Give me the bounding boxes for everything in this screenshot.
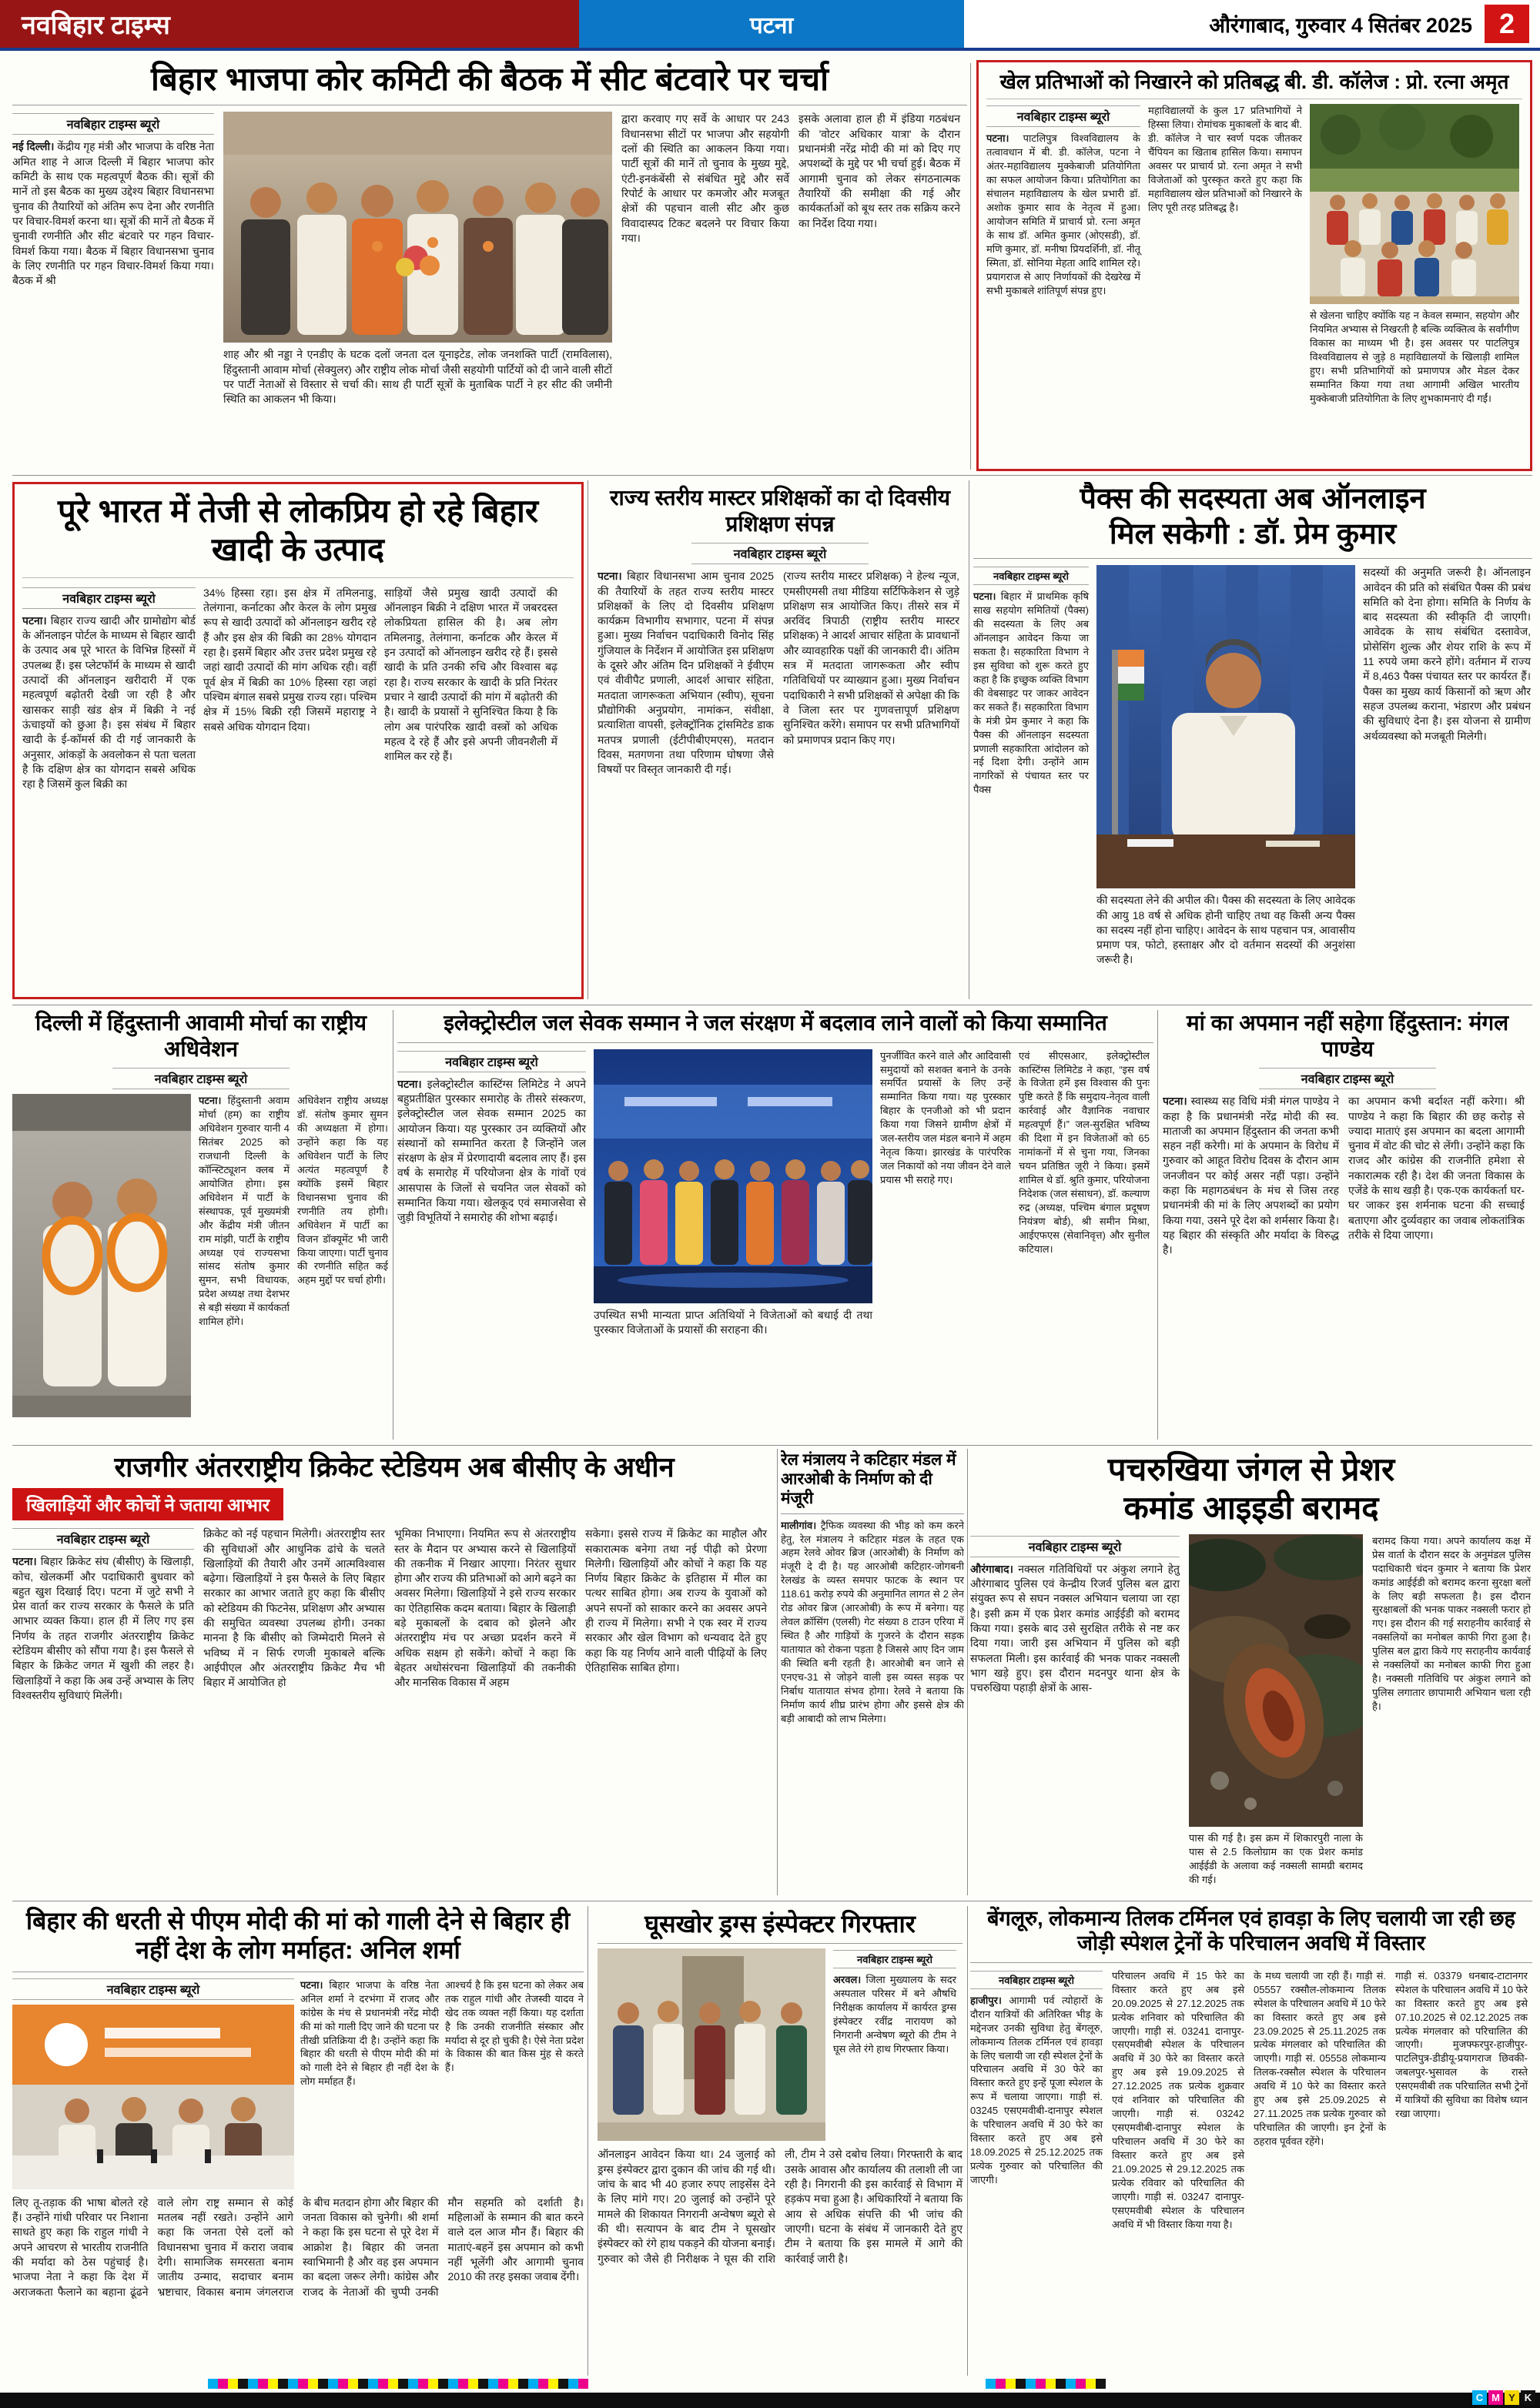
page-header [0,0,1540,51]
byline: नवबिहार टाइम्स ब्यूरो [973,567,1089,585]
cmyk-m: M [1488,2390,1503,2405]
article-column [585,1527,767,1703]
photo-column [1096,565,1355,968]
date-text: औरंगाबाद, गुरुवार 4 सितंबर 2025 [1209,13,1472,37]
body-text: जिला मुख्यालय के सदर अस्पताल परिसर में बने औषधि निरीक्षक कार्यालय में कार्यरत ड्रग्स इंस्पेक्टर रवींद्र नारायण को निगरानी अन्वेषण ब्यूरो की टीम ने घूस लेते रंगे हाथ गिरफ्तार किया। [833,1974,956,2055]
article-column [445,1978,584,2189]
body-text: बिहार में प्राथमिक कृषि साख सहयोग समितियों (पैक्स) की सदस्यता के लिए अब ऑनलाइन आवेदन किया जा सकता है। सहकारिता विभाग ने इस सुविधा को शुरू करते हुए कहा है कि इच्छुक व्यक्ति विभाग की वेबसाइट पर जाकर आवेदन कर सकते हैं। सहकारिता विभाग के मंत्री प्रेम कुमार ने कहा कि पैक्स की ऑनलाइन सदस्यता प्रणाली सहकारिता आंदोलन को नई दिशा देगी। उन्होंने आम नागरिकों से पंचायत स्तर पर पैक्स [973,590,1089,796]
byline: नवबिहार टाइम्स ब्यूरो [970,1536,1180,1557]
article-column [1363,565,1531,968]
divider [777,1449,778,1895]
date-bar [964,0,1540,48]
article-column [621,112,789,406]
article-headline [973,482,1532,552]
article-column [199,1094,290,1417]
article-railway-rob [781,1450,964,1897]
body-text: स्वास्थ्य सह विधि मंत्री मंगल पाण्डेय ने कहा है कि प्रधानमंत्री नरेंद्र मोदी की स्व. माताजी का अपमान हिंदुस्तान की जनता कभी सहन नहीं करेगी। मां के अपमान के विरोध में गुरुवार को आहूत विरोध दिवस के दौरान आम जनजीवन पर कोई असर नहीं पड़ा। उन्होंने कहा कि महागठबंधन के मंच से जिस तरह प्रधानमंत्री की मां के लिए अपशब्दों का प्रयोग किया गया, उसने पूरे देश को शर्मसार किया है। यह बिहार की संस्कृति और मर्यादा के विरुद्ध है। [1163,1095,1339,1256]
article-ham-convention [12,1010,390,1441]
body-text: की सदस्यता लेने की अपील की। पैक्स की सदस्यता के लिए आवेदक की आयु 18 वर्ष से अधिक होनी चाहिए तथा वह किसी अन्य पैक्स का सदस्य नहीं होना चाहिए। आवेदन के साथ पहचान पत्र, आवासीय प्रमाण पत्र, फोटो, हस्ताक्षर और दो वर्तमान सदस्यों की अनुशंसा जरूरी है। [1096,894,1355,966]
body-text: शाह और श्री नड्डा ने एनडीए के घटक दलों जनता दल यूनाइटेड, लोक जनशक्ति पार्टी (रामविलास), हिंदुस्तानी आवाम मोर्चा (सेक्युलर) और राष्ट्रीय लोक मोर्चा जैसी सहयोगी पार्टियों को दी जाने वाली सीटों पर पार्टी नेताओं से विस्तार से चर्चा की। साथ ही पार्टी सूत्रों के मुताबिक पार्टी ने हर सीट की जमीनी स्थिति का आकलन भी किया। [223,348,612,406]
divider [12,475,1532,476]
dateline: औरंगाबाद। [970,1562,1013,1575]
edition-badge [579,0,964,48]
article-column [598,569,774,777]
body-text: लिए तू-तड़ाक की भाषा बोलते रहे हैं। उन्होंने गांधी परिवार पर निशाना साधते हुए कहा कि राहुल गांधी ने अपने आचरण से भारतीय राजनीति की मर्यादा को ठेस पहुंचाई है। भाजपा नेता ने कहा कि देश में अराजकता फैलाने का बहाना ढूंढने वाले लोग राष्ट्र सम्मान से कोई मतलब नहीं रखते। उन्होंने आगे कहा कि जनता ऐसे दलों को विधानसभा चुनाव में करारा जवाब देगी। सामाजिक समरसता बनाम जातीय उन्माद, सदाचार बनाम भ्रष्टाचार, विकास बनाम जंगलराज के बीच मतदान होगा और बिहार की जनता विकास को चुनेगी। श्री शर्मा ने कहा कि इस घटना से पूरे देश में आक्रोश है। बिहार की जनता स्वाभिमानी है और वह इस अपमान का बदला जरूर लेगी। कांग्रेस और राजद के नेताओं की चुप्पी उनकी मौन सहमति को दर्शाती है। महिलाओं के सम्मान की बात करने वाले दल आज मौन हैं। बिहार की माताएं-बहनें इस अपमान को कभी नहीं भूलेंगी और आगामी चुनाव 2010 की तरह इसका जवाब देंगी। [12,2196,584,2298]
article-column [300,1978,439,2189]
article-column [384,586,557,792]
divider [967,1906,968,2376]
article-master-trainers [594,482,966,999]
electrosteel-stage-photo [594,1049,872,1303]
headline-line1: पचरुखिया जंगल से प्रेशर [1107,1451,1395,1487]
article-column [12,1527,194,1703]
divider [12,1445,1532,1446]
dateline: नई दिल्ली। [12,140,55,153]
article-drugs-inspector [594,1906,966,2377]
byline: नवबिहार टाइम्स ब्यूरो [112,1068,290,1089]
article-column [203,1527,385,1703]
article-khadi [12,482,584,999]
boxing-competition-photo [1310,104,1519,304]
article-column [1372,1534,1531,1887]
article-subheadline: खिलाड़ियों और कोचों ने जताया आभार [12,1488,283,1520]
article-headline: खेल प्रतिभाओं को निखारने को प्रतिबद्ध बी. डी. कॉलेज : प्रो. रत्ना अमृत [999,70,1509,93]
body-text: (राज्य स्तरीय मास्टर प्रशिक्षक) ने हेल्थ न्यूज, एमसीएमसी तथा मीडिया सर्टिफिकेशन से जुड़े प्रशिक्षण सत्र आयोजित किए। तीसरे सत्र में अरविंद त्रिपाठी (राष्ट्रीय स्तरीय मास्टर प्रशिक्षक) ने आदर्श आचार संहिता के प्रावधानों और व्यावहारिक पक्षों की जानकारी दी। अंतिम सत्र में मतदाता जागरूकता और स्वीप गतिविधियों पर व्याख्यान हुआ। मुख्य निर्वाचन पदाधिकारी ने सभी प्रशिक्षकों से अपेक्षा की कि वे जिला स्तर पर गुणवत्तापूर्ण प्रशिक्षण सुनिश्चित करेंगे। समापन पर सभी प्रतिभागियों को प्रमाणपत्र प्रदान किए गए। [783,570,959,746]
article-column [12,112,214,406]
dateline: अरवल। [833,1974,862,1986]
article-column [1395,1969,1528,2232]
dateline: पटना। [12,1555,37,1568]
body-text: आगामी पर्व त्योहारों के दौरान यात्रियों की अतिरिक्त भीड़ के मद्देनजर उनकी सुविधा हेतु बेंगलूरु, लोकमान्य तिलक टर्मिनल एवं हावड़ा के लिए चलायी जा रही स्पेशल ट्रेनों के परिचालन अवधि में 30 फेरे का विस्तार करते हुए इन्हें पूजा स्पेशल के रूप में चलाया जाएगा। गाड़ी सं. 03245 एसएमवीबी-दानापुर स्पेशल के परिचालन अवधि में 30 फेरे का विस्तार करते हुए अब इसे 18.09.2025 से 25.12.2025 तक प्रत्येक गुरुवार को परिचालित की जाएगी। [970,1994,1103,2186]
body-text: क्रिकेट को नई पहचान मिलेगी। अंतरराष्ट्रीय स्तर की सुविधाओं और आधुनिक ढांचे के चलते खिलाड़ियों की तैयारी और उनमें आत्मविश्वास बढ़ेगा। खिलाड़ियों ने इस फैसले के लिए बिहार सरकार का आभार जताते हुए कहा कि बीसीए को स्टेडियम की फिटनेस, प्रशिक्षण और अभ्यास की समुचित व्यवस्था उपलब्ध होगी। उनका मानना है कि बीसीए को जिम्मेदारी मिलने से भविष्य में न सिर्फ रणजी मुकाबले बल्कि आईपीएल और अंतरराष्ट्रीय क्रिकेट मैच भी बिहार में आयोजित हो [203,1527,385,1689]
body-text: पुनर्जीवित करने वाले और आदिवासी समुदायों को सशक्त बनाने के उनके समर्पित प्रयासों के लिए उन्हें सम्मानित किया गया। यह पुरस्कार बिहार के एनजीओ को भी प्रदान किया गया जिसने ग्रामीण क्षेत्रों में जल-स्तरीय जल मंडल बनाने में अहम नेतृत्व किया। झारखंड के पारंपरिक जल निकायों को नया जीवन देने वाले प्रयास भी सराहे गए। [880,1049,1011,1186]
body-text: हिंदुस्तानी अवाम मोर्चा (हम) का राष्ट्रीय अधिवेशन गुरुवार यानी 4 सितंबर 2025 को राजधानी दिल्ली के कॉन्स्टिट्यूशन क्लब में आयोजित होगा। इस अधिवेशन में पार्टी के संस्थापक, पूर्व मुख्यमंत्री और केंद्रीय मंत्री जीतन राम मांझी, पार्टी के राष्ट्रीय अध्यक्ष एवं राज्यसभा सांसद संतोष कुमार सुमन, सभी विधायक, प्रदेश अध्यक्ष तथा देशभर से बड़ी संख्या में कार्यकर्ता शामिल होंगे। [199,1095,290,1328]
body-text: बिहार राज्य खादी और ग्रामोद्योग बोर्ड के ऑनलाइन पोर्टल के माध्यम से बिहार खादी के उत्पाद अब पूरे भारत के विभिन्न हिस्सों में उपलब्ध हैं। इस प्लेटफॉर्म के माध्यम से खादी उत्पादों की ऑनलाइन खरीदारी में एक महत्वपूर्ण बढ़ोतरी देखी जा रही है और खासकर साड़ी खंड क्षेत्र में बिक्री ने नई ऊंचाइयों को छुआ है। इस संबंध में बिहार खादी के ई-कॉमर्स की दी गई जानकारी के अनुसार, आंकड़ों के अवलोकन से पता चलता है कि दक्षिण क्षेत्र का योगदान सबसे अधिक रहा है जिसमें कुल बिक्री का [22,614,196,791]
body-text: 34% हिस्सा रहा। इस क्षेत्र में तमिलनाडु, तेलंगाना, कर्नाटका और केरल के लोग प्रमुख रूप से खादी उत्पादों को ऑनलाइन खरीद रहे हैं और इस क्षेत्र की बिक्री का 28% योगदान रहा है। इसमें बिहार और उत्तर प्रदेश प्रमुख रहे जहां खादी उत्पादों की मांग अधिक रही। वहीं पूर्व क्षेत्र में बिक्री का 10% हिस्सा रहा जहां पश्चिम बंगाल सबसे प्रमुख राज्य रहा। पश्चिम क्षेत्र में 15% बिक्री रही जिसमें महाराष्ट्र ने सबसे अधिक योगदान दिया। [203,586,377,733]
edition-name: पटना [749,12,794,38]
byline: नवबिहार टाइम्स ब्यूरो [12,113,214,135]
divider [973,558,1532,559]
body-text: परिचालन अवधि में 15 फेरे का विस्तार करते हुए अब इसे 20.09.2025 से 27.12.2025 तक प्रत्येक शनिवार को परिचालित की जाएगी। गाड़ी सं. 03241 दानापुर-एसएमवीबी स्पेशल के परिचालन अवधि में 30 फेरे का विस्तार करते हुए अब इसे 19.09.2025 से 27.12.2025 तक प्रत्येक शुक्रवार एवं शनिवार को परिचालित की जाएगी। गाड़ी सं. 03242 एसएमवीबी-दानापुर स्पेशल के परिचालन अवधि में 30 फेरे का विस्तार करते हुए अब इसे 21.09.2025 से 29.12.2025 तक प्रत्येक रविवार को परिचालित की जाएगी। गाड़ी सं. 03247 दानापुर-एसएमवीबी स्पेशल के परिचालन अवधि में भी विस्तार किया गया है। [1112,1969,1244,2230]
divider [967,1449,968,1895]
dateline: मालीगांव। [781,1519,817,1531]
article-headline: बिहार भाजपा कोर कमिटी की बैठक में सीट बंटवारे पर चर्चा [151,61,829,97]
byline: नवबिहार टाइम्स ब्यूरो [833,1950,956,1968]
photo-column [12,1978,294,2189]
headline-line2: कमांड आइइडी बरामद [1123,1490,1379,1527]
article-column [397,1049,586,1338]
divider [970,1962,1532,1963]
divider [781,1513,964,1514]
body-text: का अपमान कभी बर्दाश्त नहीं करेगा। श्री पाण्डेय ने कहा कि बिहार की छह करोड़ से ज्यादा माताएं इस अपमान का बदला आगामी चुनाव में वोट की चोट से लेंगी। उन्होंने कहा कि राजद और कांग्रेस की राजनीति हमेशा से नकारात्मक रही है। देश की जनता विकास के एजेंडे के साथ खड़ी है। एक-एक कार्यकर्ता घर-घर जाकर इस शर्मनाक घटना की सच्चाई बताएगा और दुर्व्यवहार का जवाब लोकतांत्रिक तरीके से दिया जाएगा। [1348,1095,1525,1241]
byline: नवबिहार टाइम्स ब्यूरो [970,1971,1103,1989]
article-headline [970,1450,1532,1528]
article-pacs-membership [973,482,1532,999]
dateline: पटना। [1163,1095,1187,1108]
divider [970,63,971,470]
photo-column [223,112,612,406]
registration-marks [986,2379,1106,2389]
divider [397,1042,1153,1043]
article-headline: रेल मंत्रालय ने कटिहार मंडल में आरओबी के निर्माण को दी मंजूरी [781,1451,956,1508]
body-text: बिहार क्रिकेट संघ (बीसीए) के खिलाड़ी, कोच, खेलकर्मी और पदाधिकारी बुधवार को बहुत खुश दिखाई दिए। पटना में जुटे सभी ने प्रेस वार्ता कर राज्य सरकार के फैसले के प्रति आभार व्यक्त किया। हाल ही में लिए गए इस निर्णय के तहत राजगीर अंतरराष्ट्रीय क्रिकेट स्टेडियम बीसीए को सौंपा गया है। इस फैसले से बिहार के क्रिकेट जगत में खुशी की लहर है। खिलाड़ियों ने कहा कि अब उन्हें अभ्यास के लिए विश्वस्तरीय सुविधाएं मिलेंगी। [12,1555,195,1701]
article-column [783,569,959,777]
cmyk-c: C [1472,2390,1487,2405]
body-text: एवं सीएसआर, इलेक्ट्रोस्टील कास्टिंग्स लिमिटेड ने कहा, “इस वर्ष के विजेता हमें इस विश्वास की पुनः पुष्टि करते हैं कि समुदाय-नेतृत्व वाली कार्रवाई और वैज्ञानिक नवाचार महत्वपूर्ण हैं।” जल-सुरक्षित भविष्य की दिशा में इन विजेताओं को 65 नामांकनों में से चुना गया, जिनका चयन प्रतिष्ठित जूरी ने किया। इसमें शामिल थे डॉ. श्रुति कुमार, परियोजना निदेशक (जल संसाधन), डॉ. कल्याण रुद्र (अध्यक्ष, पश्चिम बंगाल प्रदूषण नियंत्रण बोर्ड), श्री समीन मिश्रा, आईएफएस (सेवानिवृत्त) और सुनील कटियाल। [1019,1049,1150,1255]
byline: नवबिहार टाइम्स ब्यूरो [986,105,1140,127]
body-text: सदस्यों की अनुमति जरूरी है। ऑनलाइन आवेदन की प्रति को संबंधित पैक्स की प्रबंध समिति को देना होगा। समिति के निर्णय के बाद सदस्यता की स्वीकृति दी जाएगी। आवेदक के साथ संबंधित दस्तावेज, प्रोसेसिंग शुल्क और शेयर राशि के रूप में 11 रुपये जमा करने होंगे। वर्तमान में राज्य में 8,463 पैक्स पंचायत स्तर पर कार्यरत हैं। पैक्स का मुख्य कार्य किसानों को ऋण और सहज उपलब्ध कराना, भंडारण और प्रबंधन की सुविधाएं देना है। इस योजना से ग्रामीण अर्थव्यवस्था को मजबूती मिलेगी। [1363,566,1531,742]
article-electrosteel-award [397,1010,1153,1441]
body-text: भूमिका निभाएगा। नियमित रूप से अंतरराष्ट्रीय स्तर के मैदान पर अभ्यास करने से खिलाड़ियों की तकनीक में निखार आएगा। निरंतर सुधार होगा और राज्य की प्रतिभाओं को आगे बढ़ने का अवसर मिलेगा। खिलाड़ियों ने इसे राज्य सरकार का ऐतिहासिक कदम बताया। बिहार के खिलाड़ी बड़े मुकाबलों के दबाव को झेलने और अंतरराष्ट्रीय मंच पर अच्छा प्रदर्शन करने में अधिक सक्षम हो सकेंगे। कोचों ने कहा कि बेहतर अधोसंरचना खिलाड़ियों की तकनीकी और मानसिक विकास में अहम [394,1527,576,1689]
byline: नवबिहार टाइम्स ब्यूरो [397,1051,586,1072]
prem-kumar-photo [1096,565,1355,888]
dateline: पटना। [986,132,1009,145]
headline-line2: मिल सकेगी : डॉ. प्रेम कुमार [1109,517,1397,550]
body-text: गाड़ी सं. 03379 धनबाद-टाटानगर स्पेशल के परिचालन अवधि में 10 फेरे का विस्तार करते हुए अब इसे 07.10.2025 से 02.12.2025 तक प्रत्येक मंगलवार को परिचालित की जाएगी। मुजफ्फरपुर-हाजीपुर-पाटलिपुत्र-डीडीयू-प्रयागराज छिवकी-जबलपुर-भुसावल के रास्ते एसएमवीबी तक परिचालित सभी ट्रेनों में यात्रियों की सुविधा का विशेष ध्यान रखा जाएगा। [1395,1969,1528,2120]
photo-column [598,1948,825,2141]
cmyk-k: K [1521,2390,1535,2405]
body-text: बरामद किया गया। अपने कार्यालय कक्ष में प्रेस वार्ता के दौरान सदर के अनुमंडल पुलिस पदाधिकारी चंदन कुमार ने बताया कि प्रेशर कमांड आईईडी को बरामद करना सुरक्षा बलों के लिए बड़ी सफलता है। इस दौरान सुरक्षाबलों की भनक पाकर नक्सली फरार हो गए। इस दौरान की गई सराहनीय कार्रवाई से नक्सलियों का मनोबल काफी गिरा हुआ है। पुलिस बल द्वारा किये गए सराहनीय कार्यवाई से नक्सलियों का मनोबल काफी गिरा हुआ है। नक्सली गतिविधि पर अंकुश लगाने को पुलिस लगातार छापामारी अभियान चला रही है। [1372,1534,1531,1713]
article-column [798,112,960,406]
photo-column [12,1094,191,1417]
article-column [394,1527,576,1703]
body-text: पास की गई है। इस क्रम में शिकारपुरी नाला के पास से 2.5 किलोग्राम का एक प्रेशर कमांड आईईडी के अलावा कई नक्सली सामग्री बरामद की गई। [1189,1831,1363,1885]
body-text: साड़ियों जैसे प्रमुख खादी उत्पादों की ऑनलाइन बिक्री ने दक्षिण भारत में जबरदस्त लोकप्रियता हासिल की है। अब लोग तमिलनाडु, तेलंगाना, कर्नाटक और केरल में इन उत्पादों को ऑनलाइन खरीद रहे हैं। इससे खादी के प्रति उनकी रुचि और विश्वास बढ़ रहा है। राज्य सरकार के खादी के प्रति निरंतर प्रचार ने खादी उत्पादों की मांग में बढ़ोतरी की है। खादी के प्रयासों ने सुनिश्चित किया है कि लोग अब पारंपरिक खादी वस्त्रों को अधिक महत्व दे रहे हैं और इसे अपनी जीवनशैली में शामिल कर रहे हैं। [384,586,557,763]
body-text: आश्चर्य है कि इस घटना को लेकर अब तक राहुल गांधी और तेजस्वी यादव ने खेद तक व्यक्त नहीं किया। यह दर्शाता है कि उनकी राजनीति संस्कार और मर्यादा से दूर हो चुकी है। ऐसे नेता प्रदेश के विकास की बात किस मुंह से करते हैं। [445,1978,584,2074]
article-column [880,1049,1011,1338]
article-headline: बेंगलूरु, लोकमान्य तिलक टर्मिनल एवं हावड़ा के लिए चलायी जा रही छह जोड़ी स्पेशल ट्रेनों के परिचालन अवधि में विस्तार [987,1907,1515,1955]
ied-site-photo [1189,1534,1363,1827]
arrest-photo [598,1948,825,2141]
body-text: अधिवेशन राष्ट्रीय अध्यक्ष डॉ. संतोष कुमार सुमन की अध्यक्षता में होगा। उन्होंने कहा कि यह अधिवेशन पार्टी के लिए अत्यंत महत्वपूर्ण है क्योंकि इसमें बिहार विधानसभा चुनाव की रणनीति तय होगी। अधिवेशन में पार्टी का विजन डॉक्यूमेंट भी जारी किया जाएगा। पार्टी चुनाव की रणनीति सहित कई अहम मुद्दों पर चर्चा होगी। [297,1095,388,1286]
masthead-title [0,0,579,48]
article-headline: बिहार की धरती से पीएम मोदी की मां को गाली देने से बिहार ही नहीं देश के लोग मर्माहत: अनिल शर्मा [25,1907,571,1965]
body-text: ट्रैफिक व्यवस्था की भीड़ को कम करने हेतु, रेल मंत्रालय ने कटिहार मंडल के तहत एक अहम रेलवे ओवर ब्रिज (आरओबी) के निर्माण को मंजूरी दे दी है। यह आरओबी कटिहार-जोगबनी रेलखंड के व्यस्त समपार फाटक के स्थान पर 118.61 करोड़ रुपये की अनुमानित लागत से 2 लेन रोड ओवर ब्रिज (आरओबी) के रूप में बनेगा। यह लेवल क्रॉसिंग (एलसी) गेट संख्या 8 टाउन एरिया में स्थित है और गाड़ियों के गुजरने के दौरान सड़क यातायात को रोकना पड़ता है जिससे आए दिन जाम की स्थिति बनी रहती है। आरओबी बन जाने से एनएच-31 से जोड़ने वाली इस व्यस्त सड़क पर निर्बाध यातायात संभव होगा। रेलवे ने बताया कि निर्माण कार्य शीघ्र प्रारंभ होगा और इससे क्षेत्र की बड़ी आबादी को लाभ मिलेगा। [781,1519,964,1724]
body-text: इसके अलावा हाल ही में इंडिया गठबंधन की 'वोटर अधिकार यात्रा' के दौरान प्रधानमंत्री नरेंद्र मोदी की मां को दिए गए अपशब्दों के मुद्दे पर भी चर्चा हुई। बैठक में आगामी चुनाव को लेकर संगठनात्मक तैयारियों की समीक्षा की गई और कार्यकर्ताओं को बूथ स्तर तक सक्रिय करने का निर्देश दिया गया। [798,112,960,229]
body-text: बिहार भाजपा के वरिष्ठ नेता अनिल शर्मा ने दरभंगा में राजद और कांग्रेस के मंच से प्रधानमंत्री नरेंद्र मोदी की मां को गाली दिए जाने की घटना पर तीखी प्रतिक्रिया दी है। उन्होंने कहा कि बिहार की धरती से पीएम मोदी की मां को गाली देने से बिहार ही नहीं देश के लोग मर्माहत हैं। [300,1978,439,2088]
article-column [1019,1049,1150,1338]
article-headline: मां का अपमान नहीं सहेगा हिंदुस्तान: मंगल पाण्डेय [1186,1011,1509,1061]
article-ied-recovery [970,1450,1532,1897]
headline-line1: पैक्स की सदस्यता अब ऑनलाइन [1080,483,1426,515]
print-bar [0,2393,1540,2408]
article-anil-sharma [12,1906,584,2377]
body-text: सकेगा। इससे राज्य में क्रिकेट का माहौल और सकारात्मक बनेगा तथा नई पीढ़ी को प्रेरणा मिलेगी। खिलाड़ियों और कोचों ने कहा कि यह निर्णय बिहार क्रिकेट के इतिहास में मील का पत्थर साबित होगा। अब राज्य के युवाओं को अपने सपनों को साकार करने का अवसर अपने ही राज्य में मिलेगा। सभी ने एक स्वर में राज्य सरकार और खेल विभाग को धन्यवाद देते हुए कहा कि यह निर्णय आने वाली पीढ़ियों के लिए ऐतिहासिक साबित होगा। [585,1527,767,1674]
photo-column [594,1049,872,1338]
byline: नवबिहार टाइम्स ब्यूरो [12,1528,194,1550]
body-text: उपस्थित सभी मान्यता प्राप्त अतिथियों ने विजेताओं को बधाई दी तथा पुरस्कार विजेताओं के प्रयासों की सराहना की। [594,1308,872,1336]
body-text: महाविद्यालयों के कुल 17 प्रतिभागियों ने हिस्सा लिया। रोमांचक मुकाबलों के बाद बी. डी. कॉलेज ने चार स्वर्ण पदक जीतकर चैंपियन का खिताब हासिल किया। समापन अवसर पर प्राचार्य प्रो. रत्ना अमृत ने सभी विजेताओं को पुरस्कृत करते हुए कहा कि महाविद्यालय खेल प्रतिभाओं को निखारने के लिए पूरी तरह प्रतिबद्ध है। [1148,105,1302,213]
article-headline: घूसखोर ड्रग्स इंस्पेक्टर गिरफ्तार [644,1910,916,1938]
article-column [833,1948,956,2141]
body-text: पाटलिपुत्र विश्वविद्यालय के तत्वावधान में बी. डी. कॉलेज, पटना ने अंतर-महाविद्यालय मुक्केबाजी प्रतियोगिता का सफल आयोजन किया। प्रतियोगिता का संचालन महाविद्यालय के खेल प्रभारी डॉ. अशोक कुमार साव के नेतृत्व में हुआ। आयोजन समिति में प्राचार्य प्रो. रत्ना अमृत के साथ डॉ. अमित कुमार (ओएसडी), डॉ. मणि कुमार, डॉ. मनीषा प्रियदर्शिनी, डॉ. नीतू स्मिता, डॉ. सोनिया मेहता आदि शामिल रहे। प्रयागराज से आए निर्णायकों की देखरेख में सभी मुकाबले शांतिपूर्ण संपन्न हुए। [986,132,1140,296]
body-text: केंद्रीय गृह मंत्री और भाजपा के वरिष्ठ नेता अमित शाह ने आज दिल्ली में बिहार भाजपा कोर कमिटी के साथ एक महत्वपूर्ण बैठक की। सूत्रों की मानें तो इस बैठक का मुख्य उद्देश्य बिहार विधानसभा चुनाव की तैयारियों को अंतिम रूप देना और रणनीति पर विचार-विमर्श करना था। सूत्रों की मानें तो बैठक में चुनावी रणनीति और सीट बंटवारे पर गहन विचार-विमर्श किया गया। बैठक में बिहार विधानसभा चुनाव के लिए रणनीति पर गहन विचार-विमर्श किया गया। बैठक में श्री [12,140,214,287]
paper-name: नवबिहार टाइम्स [22,11,170,40]
article-headline: दिल्ली में हिंदुस्तानी आवामी मोर्चा का राष्ट्रीय अधिवेशन [35,1011,367,1061]
article-column [203,586,377,792]
article-column [970,1534,1180,1887]
article-bd-college [976,60,1532,471]
article-mangal-pandey [1163,1010,1532,1441]
divider [22,577,574,578]
photo-column [1310,104,1519,406]
bjp-meeting-photo [223,112,612,343]
article-rajgir-stadium [12,1450,776,1897]
dateline: पटना। [300,1978,323,1991]
body-text: के मध्य चलायी जा रही हैं। गाड़ी सं. 05557 रक्सौल-लोकमान्य तिलक स्पेशल के परिचालन अवधि में 10 फेरे का विस्तार करते हुए अब इसे 23.09.2025 से 25.11.2025 तक प्रत्येक मंगलवार को परिचालित की जाएगी। गाड़ी सं. 05558 लोकमान्य तिलक-रक्सौल स्पेशल के परिचालन अवधि में 10 फेरे का विस्तार करते हुए अब इसे 25.09.2025 से 27.11.2025 तक प्रत्येक गुरुवार को परिचालित की जाएगी। इन ट्रेनों के ठहराव पूर्ववत रहेंगे। [1254,1969,1386,2148]
article-column [970,1969,1103,2232]
article-headline: पूरे भारत में तेजी से लोकप्रिय हो रहे बिहार खादी के उत्पाद [57,493,539,568]
press-conference-photo [12,2005,294,2189]
body-text: द्वारा करवाए गए सर्वे के आधार पर 243 विधानसभा सीटों पर भाजपा और सहयोगी दलों की स्थिति का आकलन किया गया। पार्टी सूत्रों की मानें तो चुनाव के मुख्य मुद्दे, एंटी-इनकंबेंसी से संबंधित मुद्दे और सर्वे रिपोर्ट के आधार पर कमजोर और मजबूत क्षेत्रों की पहचान वाली सीट और कुछ विवादास्पद टिकट बदलने पर विचार किया गया। [621,112,789,244]
byline: नवबिहार टाइम्स ब्यूरो [691,543,869,564]
article-column [297,1094,388,1417]
dateline: पटना। [598,570,622,583]
body-text: इलेक्ट्रोस्टील कास्टिंग्स लिमिटेड ने अपने बहुप्रतीक्षित पुरस्कार समारोह के तीसरे संस्करण, इलेक्ट्रोस्टील जल सेवक सम्मान 2025 का आयोजन किया। यह पुरस्कार उन व्यक्तियों और संस्थानों को सम्मानित करता है जिन्होंने जल संरक्षण के क्षेत्र में प्रेरणादायी बदलाव लाए हैं। इस वर्ष के समारोह में परियोजना क्षेत्र के गांवों एवं आसपास के जिलों से चयनित जल सेवकों को सम्मानित किया गया। खेलकूद एवं समाजसेवा से जुड़ी विभूतियों ने समारोह की शोभा बढ़ाई। [397,1077,586,1224]
byline: नवबिहार टाइम्स ब्यूरो [12,1978,294,2000]
cmyk-y: Y [1505,2390,1519,2405]
article-special-trains [970,1906,1532,2377]
article-column [22,586,196,792]
registration-marks [208,2379,588,2389]
article-column [986,104,1140,406]
article-column [1112,1969,1244,2232]
byline: नवबिहार टाइम्स ब्यूरो [1259,1068,1436,1089]
byline: नवबिहार टाइम्स ब्यूरो [22,587,196,609]
divider [1157,1010,1158,1440]
photo-column [1189,1534,1363,1887]
dateline: पटना। [973,590,996,603]
dateline: हाजीपुर। [970,1994,1002,2006]
morcha-leaders-photo [12,1094,191,1417]
article-column [1254,1969,1386,2232]
dateline: पटना। [397,1077,422,1090]
article-bjp-core-meeting [12,60,967,471]
article-column [973,565,1089,968]
article-column [1148,104,1302,406]
body-text: नक्सल गतिविधियों पर अंकुश लगाने हेतु औरंगाबाद पुलिस एवं केन्द्रीय रिजर्व पुलिस बल द्वारा संयुक्त रूप से सघन नक्सल अभियान चलाया जा रहा है। इसी क्रम में एक प्रेशर कमांड आईईडी को बरामद किया गया। इसके बाद उसे सुरक्षित तरीके से नष्ट कर दिया गया। जारी इस अभियान में पुलिस को बड़ी सफलता मिली। इस कार्रवाई की भनक पाकर नक्सली भाग खड़े हुए। इस दौरान मदनपुर थाना क्षेत्र के पचरुखिया पहाड़ी क्षेत्रों के आस- [970,1562,1180,1694]
article-headline: राज्य स्तरीय मास्टर प्रशिक्षकों का दो दिवसीय प्रशिक्षण संपन्न [610,486,950,536]
page-number: 2 [1485,5,1529,43]
dateline: पटना। [22,614,47,627]
article-headline: इलेक्ट्रोस्टील जल सेवक सम्मान ने जल संरक्षण में बदलाव लाने वालों को किया सम्मानित [444,1011,1107,1035]
body-text: से खेलना चाहिए क्योंकि यह न केवल सम्मान, सहयोग और नियमित अभ्यास से निखरती है बल्कि व्यक्तित्व के सर्वांगीण विकास का माध्यम भी है। इस अवसर पर पाटलिपुत्र विश्वविद्यालय से जुड़े 8 महाविद्यालयों के खिलाड़ी शामिल हुए। सभी प्रतिभागियों को प्रमाणपत्र और मेडल देकर सम्मानित किया गया तथा आगामी अखिल भारतीय मुक्केबाजी प्रतियोगिता के लिए शुभकामनाएं दी गईं। [1310,309,1519,404]
article-headline: राजगीर अंतरराष्ट्रीय क्रिकेट स्टेडियम अब बीसीए के अधीन [114,1451,675,1483]
article-column [1163,1094,1339,1257]
cmyk-marks [1472,2390,1535,2405]
body-text: बिहार विधानसभा आम चुनाव 2025 की तैयारियों के तहत राज्य स्तरीय मास्टर प्रशिक्षकों के लिए दो दिवसीय प्रशिक्षण कार्यक्रम विभागीय सभागार, पटना में संपन्न हुआ। मुख्य निर्वाचन पदाधिकारी विनोद सिंह गुंजियाल के निर्देशन में आयोजित इस प्रशिक्षण के दूसरे और अंतिम दिन प्रशिक्षकों ने ईवीएम एवं वीवीपैट प्रणाली, आदर्श आचार संहिता, मतदाता जागरूकता अभियान (स्वीप), सूचना प्रौद्योगिकी अनुप्रयोग, नामांकन, संवीक्षा, प्रत्याशिता वापसी, इलेक्ट्रॉनिक ट्रांसमिटेड डाक मतपत्र प्रणाली (ईटीपीबीएमएस), मतदान दिवस, मतगणना तथा परिणाम घोषणा जैसे विषयों पर विस्तृत जानकारी दी गई। [598,570,774,776]
article-column [1348,1094,1525,1257]
body-text: ऑनलाइन आवेदन किया था। 24 जुलाई को ड्रग्स इंस्पेक्टर द्वारा दुकान की जांच की गई थी। जांच के बाद भी 40 हजार रुपए लाइसेंस देने के लिए मांगे गए। 20 जुलाई को उन्होंने पूरे मामले की शिकायत निगरानी अन्वेषण ब्यूरो से की थी। सत्यापन के बाद टीम ने घूसखोर इंस्पेक्टर को रंगे हाथ पकड़ने की योजना बनाई। गुरुवार को जैसे ही निरीक्षक ने घूस की राशि ली, टीम ने उसे दबोच लिया। गिरफ्तारी के बाद उसके आवास और कार्यालय की तलाशी ली जा रही है। निगरानी की इस कार्रवाई से विभाग में हड़कंप मचा हुआ है। अधिकारियों ने बताया कि आय से अधिक संपत्ति की भी जांच की जाएगी। घटना के संबंध में जानकारी देते हुए टीम ने बताया कि इस मामले में आगे की कार्रवाई जारी है। [598,2148,962,2265]
dateline: पटना। [199,1095,222,1107]
divider [598,1943,962,1944]
